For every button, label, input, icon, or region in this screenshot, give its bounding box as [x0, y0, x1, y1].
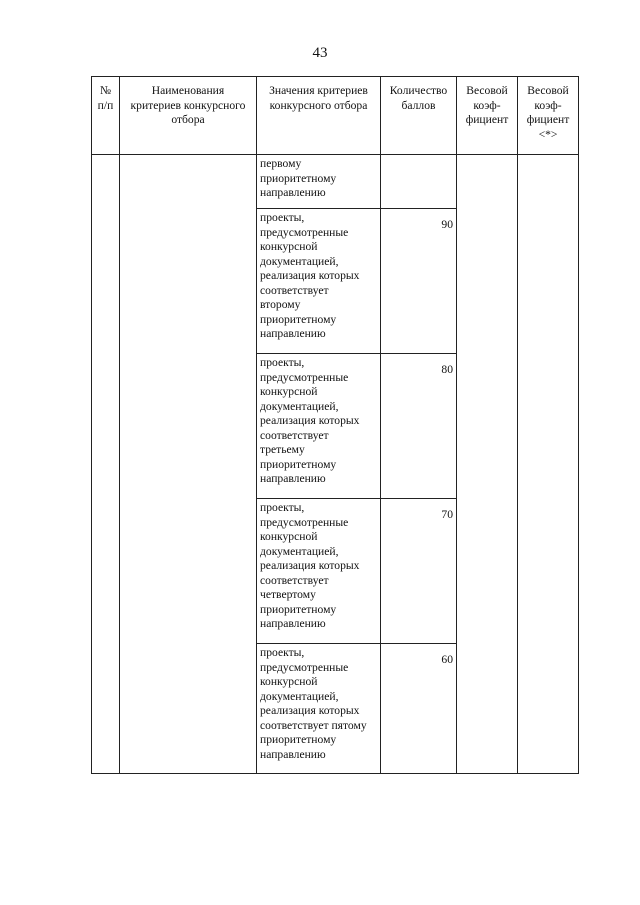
- points-cell: [381, 155, 457, 209]
- points-value: 80: [441, 363, 453, 376]
- page-number: 43: [312, 45, 328, 61]
- header-points: Количество баллов: [381, 77, 457, 155]
- points-cell: [381, 354, 457, 499]
- points-cell: [381, 499, 457, 644]
- criteria-value-text: первому приоритетному направлению: [260, 157, 337, 199]
- header-number: № п/п: [92, 77, 120, 155]
- points-value: 90: [441, 218, 453, 231]
- criteria-value-text: проекты, предусмотренные конкурсной документацией, реализация которых соответствует пятому приоритетному направлению: [260, 646, 367, 761]
- criteria-name-cell: [120, 155, 257, 774]
- header-weight-coefficient-note: Весовой коэф- фициент <*>: [518, 77, 579, 155]
- criteria-value-cell: [257, 499, 381, 644]
- table-header-row: [92, 77, 579, 155]
- criteria-value-text: проекты, предусмотренные конкурсной документацией, реализация которых соответствует второму приоритетному направлению: [260, 211, 360, 340]
- criteria-value-text: проекты, предусмотренные конкурсной документацией, реализация которых соответствует четвертому приоритетному направлению: [260, 501, 360, 630]
- points-cell: [381, 209, 457, 354]
- points-cell: [381, 644, 457, 774]
- points-value: 60: [441, 653, 453, 666]
- header-weight-coefficient: Весовой коэф- фициент: [457, 77, 518, 155]
- criteria-value-cell: [257, 644, 381, 774]
- weight-note-cell: [518, 155, 579, 774]
- weight-cell: [457, 155, 518, 774]
- header-criteria-name: Наименования критериев конкурсного отбора: [120, 77, 257, 155]
- points-value: [381, 155, 456, 164]
- criteria-value-cell: [257, 354, 381, 499]
- criteria-table: [91, 76, 579, 774]
- criteria-value-cell: [257, 209, 381, 354]
- criteria-value-text: проекты, предусмотренные конкурсной документацией, реализация которых соответствует третьему приоритетному направлению: [260, 356, 360, 485]
- points-value: 70: [441, 508, 453, 521]
- table-row: [92, 155, 579, 209]
- criteria-value-cell: [257, 155, 381, 209]
- number-cell: [92, 155, 120, 774]
- header-criteria-values: Значения критериев конкурсного отбора: [257, 77, 381, 155]
